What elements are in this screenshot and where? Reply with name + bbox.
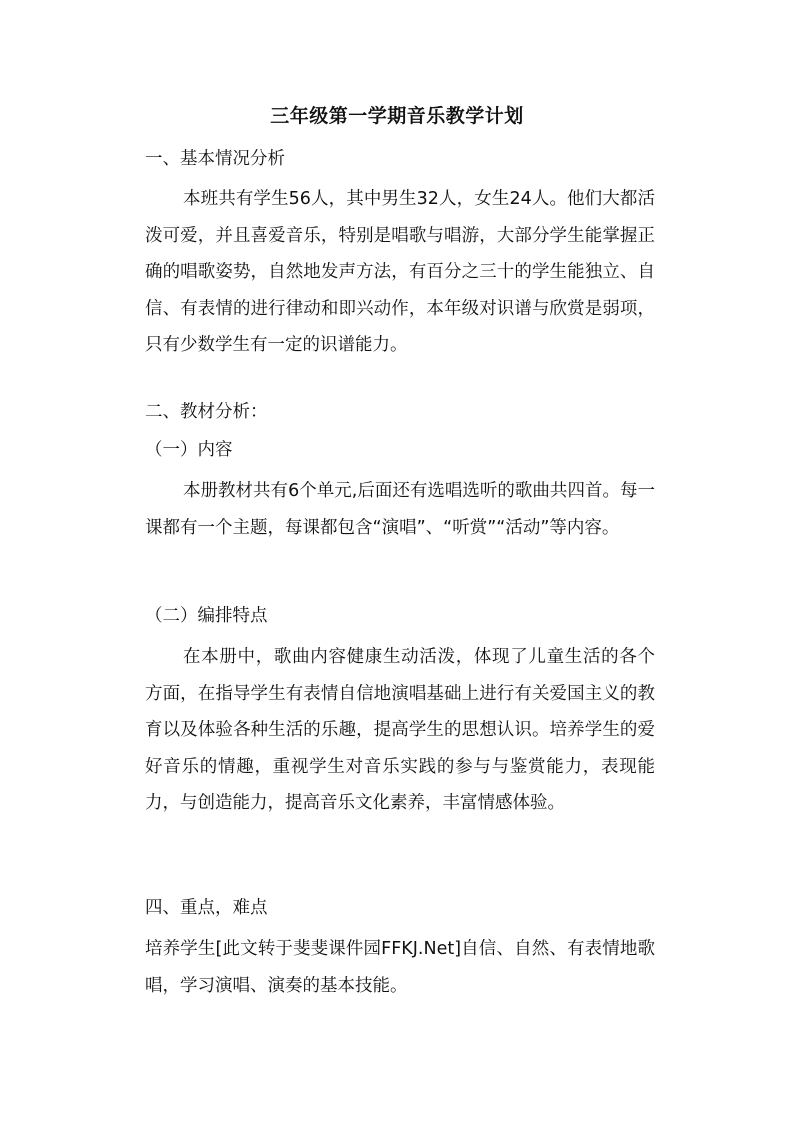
section-heading-textbook-analysis: 二、教材分析： — [145, 402, 268, 422]
paragraph-content: 本册教材共有6个单元,后面还有选唱选听的歌曲共四首。每一课都有一个主题，每课都包含“演唱”、“听赏”“活动”等内容。 — [145, 481, 655, 538]
paragraph-arrangement: 在本册中，歌曲内容健康生动活泼，体现了儿童生活的各个方面，在指导学生有表情自信地演唱基础上进行有关爱国主义的教育以及体验各种生活的乐趣，提高学生的思想认识。培养学生的爱好音乐的情趣，重视学生对音乐实践的参与与鉴赏能力，表现能力，与创造能力，提高音乐文化素养，丰富情感体验。 — [145, 647, 655, 813]
section-heading-key-points: 四、重点，难点 — [145, 898, 268, 918]
subsection-heading-arrangement: （二）编排特点 — [145, 606, 268, 626]
subsection-heading-content: （一）内容 — [145, 440, 233, 460]
paragraph-key-points: 培养学生[此文转于斐斐课件园FFKJ.Net]自信、自然、有表情地歌唱，学习演唱、演奏的基本技能。 — [145, 939, 655, 996]
paragraph-basic-analysis: 本班共有学生56人，其中男生32人，女生24人。他们大都活泼可爱，并且喜爱音乐，特别是唱歌与唱游，大部分学生能掌握正确的唱歌姿势，自然地发声方法，有百分之三十的学生能独立、自信、有表情的进行律动和即兴动作，本年级对识谱与欣赏是弱项，只有少数学生有一定的识谱能力。 — [145, 189, 655, 355]
document-title: 三年级第一学期音乐教学计划 — [270, 105, 524, 127]
section-heading-basic-analysis: 一、基本情况分析 — [145, 149, 285, 169]
